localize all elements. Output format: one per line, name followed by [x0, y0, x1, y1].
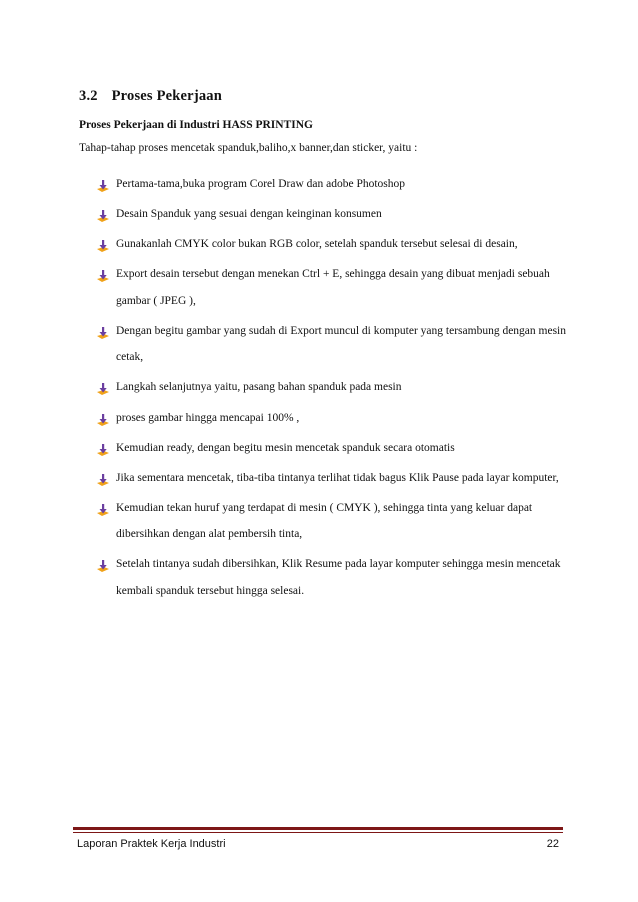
- arrow-bullet-icon: [96, 557, 110, 571]
- step-text: Jika sementara mencetak, tiba-tiba tintanya terlihat tidak bagus Klik Pause pada layar komputer,: [116, 471, 559, 484]
- footer-divider: [73, 827, 563, 833]
- step-text: Gunakanlah CMYK color bukan RGB color, setelah spanduk tersebut selesai di desain,: [116, 238, 518, 251]
- step-text: Setelah tintanya sudah dibersihkan, Klik Resume pada layar komputer sehingga mesin mencetak kembali spanduk tersebut hingga selesai.: [116, 558, 561, 597]
- footer-title: Laporan Praktek Kerja Industri: [77, 838, 226, 850]
- list-item: [96, 318, 576, 371]
- arrow-bullet-icon: [96, 207, 110, 221]
- list-item: [96, 231, 576, 258]
- step-text: Desain Spanduk yang sesuai dengan keinginan konsumen: [116, 208, 382, 221]
- list-item: [96, 171, 576, 198]
- arrow-bullet-icon: [96, 267, 110, 281]
- intro-text: Tahap-tahap proses mencetak spanduk,baliho,x banner,dan sticker, yaitu :: [79, 142, 418, 154]
- step-text: Langkah selanjutnya yaitu, pasang bahan spanduk pada mesin: [116, 381, 402, 394]
- subheading: Proses Pekerjaan di Industri HASS PRINTING: [79, 119, 313, 131]
- list-item: [96, 405, 576, 432]
- step-text: Dengan begitu gambar yang sudah di Export muncul di komputer yang tersambung dengan mesin cetak,: [116, 324, 566, 364]
- arrow-bullet-icon: [96, 324, 110, 338]
- arrow-bullet-icon: [96, 501, 110, 515]
- arrow-bullet-icon: [96, 441, 110, 455]
- section-title-text: Proses Pekerjaan: [111, 88, 223, 104]
- list-item: [96, 465, 576, 492]
- process-steps-list: [96, 171, 576, 608]
- page-number: 22: [546, 838, 559, 850]
- step-text: Export desain tersebut dengan menekan Ctrl + E, sehingga desain yang dibuat menjadi sebuah gambar ( JPEG ),: [116, 268, 550, 307]
- arrow-bullet-icon: [96, 411, 110, 425]
- list-item: [96, 435, 576, 462]
- step-text: Pertama-tama,buka program Corel Draw dan adobe Photoshop: [116, 178, 406, 190]
- list-item: [96, 201, 576, 228]
- step-text: Kemudian ready, dengan begitu mesin mencetak spanduk secara otomatis: [116, 441, 455, 454]
- list-item: [96, 261, 576, 314]
- arrow-bullet-icon: [96, 471, 110, 485]
- section-number: 3.2: [79, 88, 98, 104]
- list-item: [96, 551, 576, 604]
- list-item: [96, 495, 576, 548]
- arrow-bullet-icon: [96, 237, 110, 251]
- step-text: Kemudian tekan huruf yang terdapat di mesin ( CMYK ), sehingga tinta yang keluar dapat dibersihkan dengan alat pembersih tinta,: [116, 501, 533, 541]
- section-title: [79, 88, 222, 105]
- step-text: proses gambar hingga mencapai 100% ,: [116, 411, 300, 424]
- list-item: [96, 374, 576, 401]
- arrow-bullet-icon: [96, 177, 110, 191]
- arrow-bullet-icon: [96, 380, 110, 394]
